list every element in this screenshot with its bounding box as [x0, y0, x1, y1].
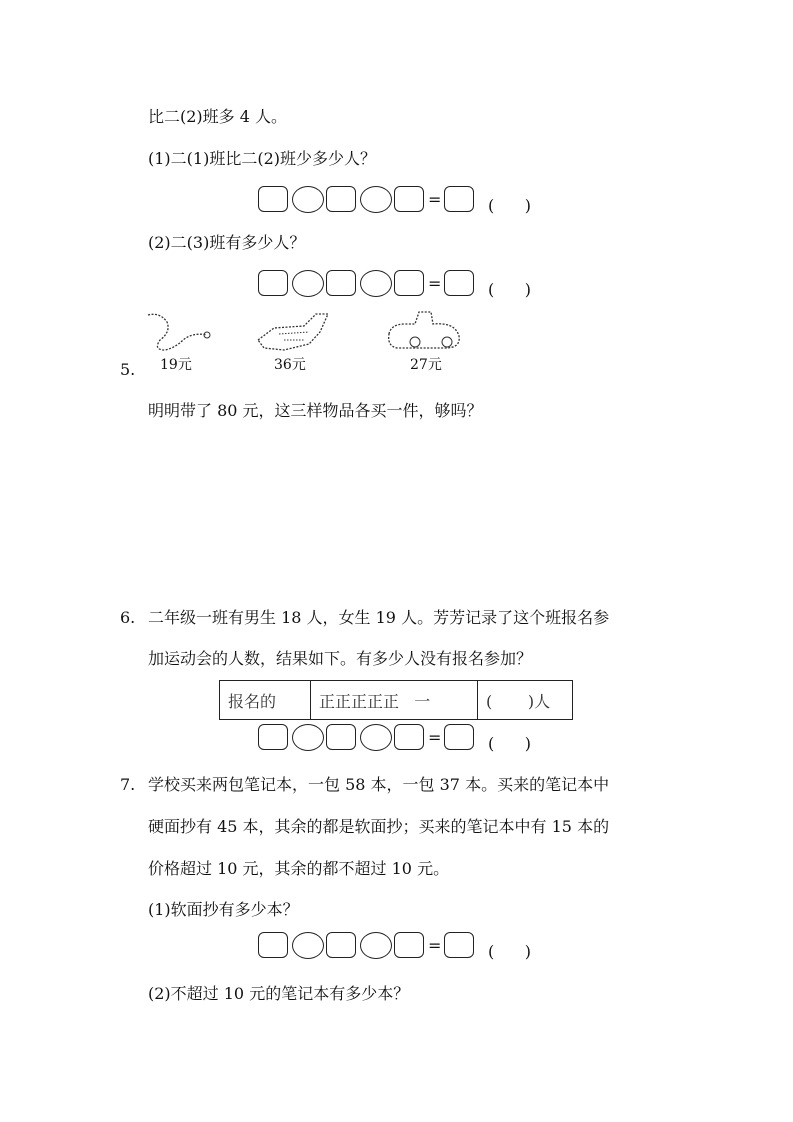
q7-line2: 硬面抄有 45 本，其余的都是软面抄；买来的笔记本中有 15 本的	[148, 817, 610, 836]
q4-continuation: 比二(2)班多 4 人。	[148, 107, 288, 126]
q7-line1: 学校买来两包笔记本，一包 58 本，一包 37 本。买来的笔记本中	[148, 775, 610, 794]
blank-box[interactable]	[258, 932, 288, 958]
operator-circle[interactable]	[360, 186, 392, 213]
blank-box[interactable]	[394, 932, 424, 958]
q5-number: 5.	[120, 360, 136, 379]
result-box[interactable]	[444, 724, 474, 750]
answer-blank[interactable]: ( )	[488, 734, 531, 753]
q6-line2: 加运动会的人数，结果如下。有多少人没有报名参加？	[148, 649, 533, 668]
operator-circle[interactable]	[360, 724, 392, 751]
blank-box[interactable]	[326, 270, 356, 296]
airplane-icon	[254, 310, 334, 356]
table-blank[interactable]: ( )人	[478, 681, 573, 720]
answer-blank[interactable]: ( )	[488, 942, 531, 961]
blank-box[interactable]	[326, 724, 356, 750]
table-tally: 正正正正正 一	[311, 681, 478, 720]
q6-line1: 二年级一班有男生 18 人，女生 19 人。芳芳记录了这个班报名参	[148, 608, 610, 627]
equals-sign: =	[428, 936, 442, 955]
answer-blank[interactable]: ( )	[488, 280, 531, 299]
jump-rope-icon	[145, 310, 215, 356]
equals-sign: =	[428, 190, 442, 209]
price-jump-rope: 19元	[160, 357, 192, 373]
equals-sign: =	[428, 728, 442, 747]
blank-box[interactable]	[326, 186, 356, 212]
price-airplane: 36元	[274, 357, 306, 373]
result-box[interactable]	[444, 932, 474, 958]
answer-blank[interactable]: ( )	[488, 196, 531, 215]
operator-circle[interactable]	[360, 932, 392, 959]
blank-box[interactable]	[258, 186, 288, 212]
q6-number: 6.	[120, 608, 136, 627]
operator-circle[interactable]	[292, 724, 324, 751]
q4-sub2: (2)二(3)班有多少人？	[148, 233, 306, 252]
q5-question: 明明带了 80 元，这三样物品各买一件，够吗？	[148, 401, 483, 420]
toy-car-icon	[385, 308, 465, 356]
equation-row-q4-1[interactable]	[258, 186, 548, 214]
table-label: 报名的	[220, 681, 311, 720]
blank-box[interactable]	[258, 270, 288, 296]
operator-circle[interactable]	[292, 270, 324, 297]
q4-sub1: (1)二(1)班比二(2)班少多少人？	[148, 149, 376, 168]
price-toy-car: 27元	[410, 357, 442, 373]
equation-row-q7-1[interactable]	[258, 932, 548, 960]
q7-number: 7.	[120, 775, 136, 794]
blank-box[interactable]	[394, 186, 424, 212]
operator-circle[interactable]	[360, 270, 392, 297]
blank-box[interactable]	[258, 724, 288, 750]
equals-sign: =	[428, 274, 442, 293]
blank-box[interactable]	[326, 932, 356, 958]
registration-table	[219, 680, 573, 720]
result-box[interactable]	[444, 270, 474, 296]
q7-sub2: (2)不超过 10 元的笔记本有多少本？	[148, 984, 410, 1003]
equation-row-q4-2[interactable]	[258, 270, 548, 298]
q7-line3: 价格超过 10 元，其余的都不超过 10 元。	[148, 859, 450, 878]
operator-circle[interactable]	[292, 186, 324, 213]
blank-box[interactable]	[394, 270, 424, 296]
q7-sub1: (1)软面抄有多少本？	[148, 900, 299, 919]
equation-row-q6[interactable]	[258, 724, 548, 752]
operator-circle[interactable]	[292, 932, 324, 959]
result-box[interactable]	[444, 186, 474, 212]
blank-box[interactable]	[394, 724, 424, 750]
